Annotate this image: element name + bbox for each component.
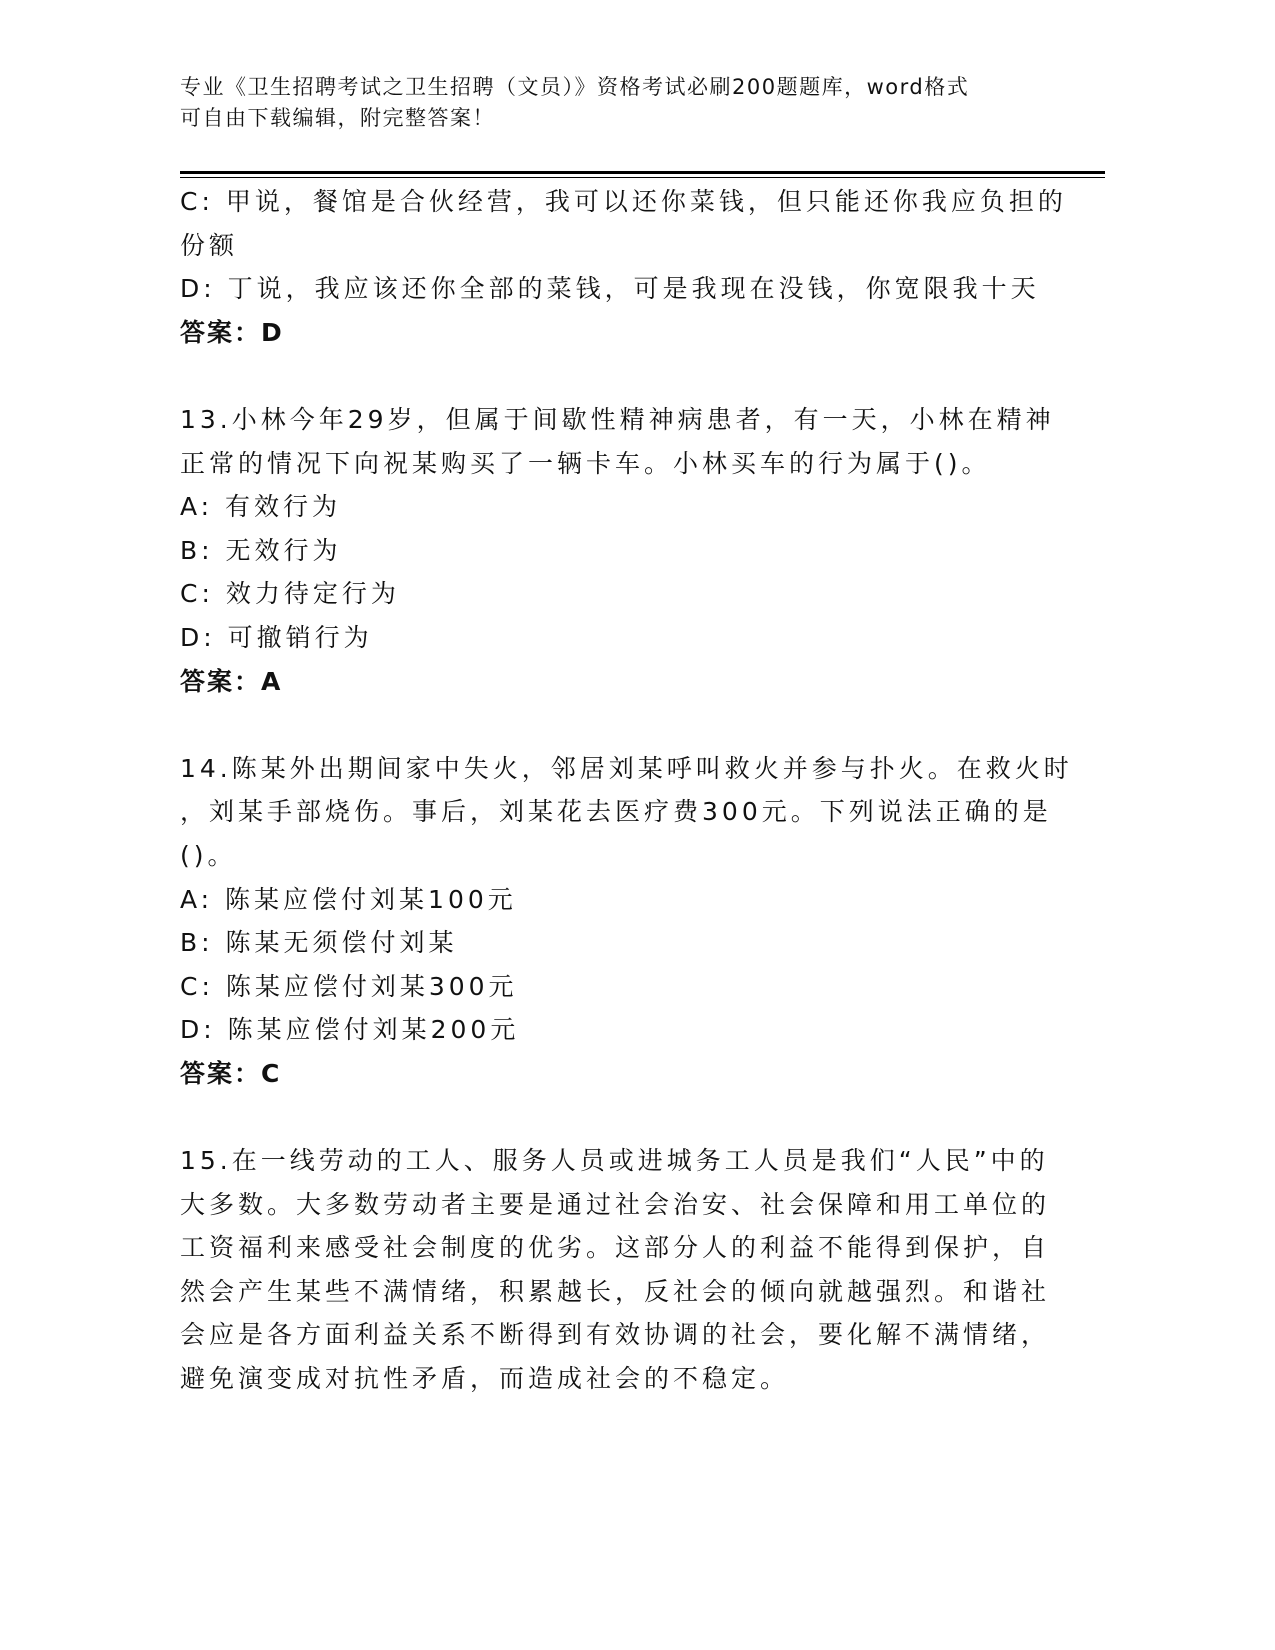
question-stem: 正常的情况下向祝某购买了一辆卡车。小林买车的行为属于()。	[180, 448, 991, 478]
header-rule-thick	[180, 171, 1105, 174]
answer: 答案：C	[180, 1058, 282, 1088]
option-b: B: 陈某无须偿付刘某	[180, 928, 458, 958]
option-d: D: 可撤销行为	[180, 622, 373, 652]
question-13	[180, 398, 1080, 703]
question-stem: 工资福利来感受社会制度的优劣。这部分人的利益不能得到保护，自	[180, 1233, 1051, 1263]
option-c: C: 效力待定行为	[180, 579, 400, 609]
header-rule-thin	[180, 177, 1105, 178]
question-stem: 14.陈某外出期间家中失火，邻居刘某呼叫救火并参与扑火。在救火时	[180, 753, 1073, 783]
question-14	[180, 747, 1080, 1096]
option-c-continued: 份额	[180, 230, 239, 260]
question-stem: 会应是各方面利益关系不断得到有效协调的社会，要化解不满情绪，	[180, 1320, 1051, 1350]
option-d: D: 陈某应偿付刘某200元	[180, 1015, 520, 1045]
question-stem: 大多数。大多数劳动者主要是通过社会治安、社会保障和用工单位的	[180, 1189, 1051, 1219]
header-line: 专业《卫生招聘考试之卫生招聘（文员）》资格考试必刷200题题库，word格式	[180, 75, 970, 99]
document-header	[180, 72, 969, 134]
answer: 答案：A	[180, 666, 283, 696]
answer: 答案：D	[180, 317, 284, 347]
question-12-continued	[180, 180, 1080, 354]
question-stem: 15.在一线劳动的工人、服务人员或进城务工人员是我们“人民”中的	[180, 1146, 1049, 1176]
question-stem: 13.小林今年29岁，但属于间歇性精神病患者，有一天，小林在精神	[180, 404, 1055, 434]
question-stem: 然会产生某些不满情绪，积累越长，反社会的倾向就越强烈。和谐社	[180, 1276, 1051, 1306]
option-d: D: 丁说，我应该还你全部的菜钱，可是我现在没钱，你宽限我十天	[180, 274, 1040, 304]
question-stem: ，刘某手部烧伤。事后，刘某花去医疗费300元。下列说法正确的是	[180, 797, 1052, 827]
question-15	[180, 1139, 1080, 1401]
question-stem: ()。	[180, 840, 237, 870]
option-a: A: 陈某应偿付刘某100元	[180, 884, 517, 914]
option-c: C: 陈某应偿付刘某300元	[180, 971, 518, 1001]
option-b: B: 无效行为	[180, 535, 342, 565]
option-c: C: 甲说，餐馆是合伙经营，我可以还你菜钱，但只能还你我应负担的	[180, 187, 1067, 216]
question-stem: 避免演变成对抗性矛盾，而造成社会的不稳定。	[180, 1364, 790, 1394]
header-line: 可自由下载编辑，附完整答案！	[180, 106, 495, 130]
option-a: A: 有效行为	[180, 492, 342, 522]
document-body	[180, 180, 1080, 1401]
